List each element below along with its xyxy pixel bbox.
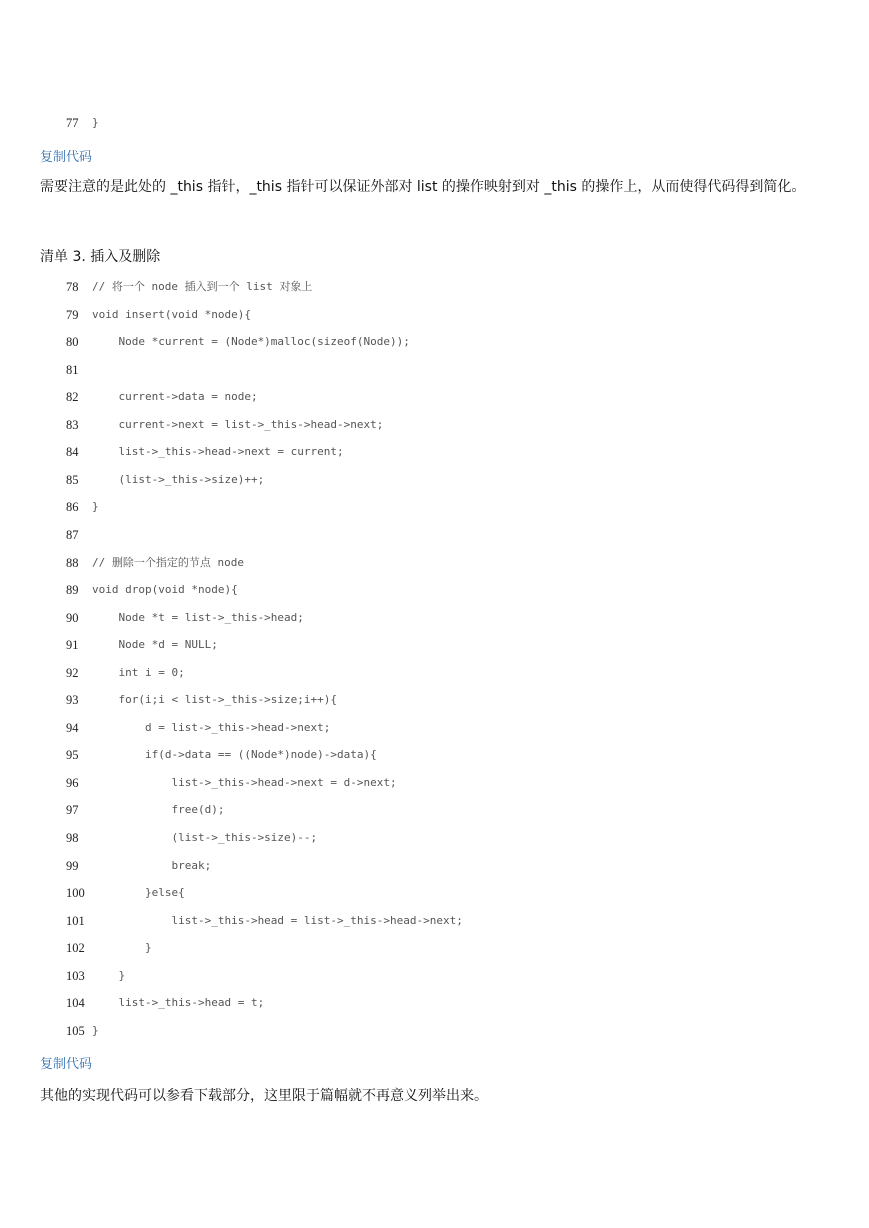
code-text: list->_this->head->next = d->next;	[92, 775, 397, 789]
code-text: Node *current = (Node*)malloc(sizeof(Node));	[92, 335, 410, 349]
code-text: Node *t = list->_this->head;	[92, 610, 304, 624]
code-text: (list->_this->size)--;	[92, 831, 318, 844]
code-text: // 删除一个指定的节点 node	[92, 555, 244, 569]
line-number: 96	[66, 775, 79, 790]
line-number: 97	[66, 803, 79, 818]
code-text: free(d);	[92, 803, 225, 817]
line-number: 86	[66, 500, 79, 515]
line-number: 99	[66, 858, 79, 873]
line-number: 90	[66, 610, 79, 625]
code-text: (list->_this->size)++;	[92, 472, 265, 486]
copy-code-link-1[interactable]: 复制代码	[40, 150, 93, 165]
code-text: void drop(void *node){	[92, 583, 238, 597]
line-number: 91	[66, 638, 79, 653]
code-text: current->data = node;	[92, 390, 258, 404]
line-number: 80	[66, 335, 79, 350]
code-text: d = list->_this->head->next;	[92, 720, 331, 734]
paragraph-other-code: 其他的实现代码可以参看下载部分，这里限于篇幅就不再意义列举出来。	[40, 1088, 488, 1104]
code-text: list->_this->head = t;	[92, 996, 265, 1010]
line-number: 85	[66, 472, 79, 487]
code-text: }	[92, 941, 152, 955]
code-text: }	[92, 500, 99, 514]
code-text: void insert(void *node){	[92, 307, 251, 321]
code-text: if(d->data == ((Node*)node)->data){	[92, 748, 377, 762]
line-number: 77	[66, 116, 79, 130]
listing-title: 清单 3. 插入及删除	[40, 249, 161, 265]
line-number: 102	[66, 941, 85, 956]
line-number: 92	[66, 665, 79, 680]
copy-code-link-2[interactable]: 复制代码	[40, 1057, 93, 1072]
line-number: 94	[66, 720, 79, 735]
line-number: 103	[66, 968, 85, 983]
code-text: int i = 0;	[92, 665, 185, 679]
line-number: 89	[66, 583, 79, 598]
line-number: 82	[66, 390, 79, 405]
line-number: 100	[66, 886, 85, 901]
line-number: 93	[66, 693, 79, 708]
line-number: 84	[66, 445, 79, 460]
line-number: 81	[66, 362, 79, 377]
code-text: list->_this->head->next = current;	[92, 445, 344, 459]
code-text: }else{	[92, 886, 185, 900]
line-number: 87	[66, 527, 79, 542]
code-text: }	[92, 116, 99, 129]
line-number: 83	[66, 417, 79, 432]
code-text: Node *d = NULL;	[92, 638, 218, 652]
code-text: // 将一个 node 插入到一个 list 对象上	[92, 280, 313, 293]
line-number: 101	[66, 913, 85, 928]
line-number: 95	[66, 748, 79, 763]
line-number: 78	[66, 280, 79, 294]
line-number: 104	[66, 996, 85, 1011]
paragraph-this-pointer: 需要注意的是此处的 _this 指针，_this 指针可以保证外部对 list 的操作映射到对 _this 的操作上，从而使得代码得到简化。	[40, 179, 806, 195]
code-text: }	[92, 968, 126, 982]
line-number: 88	[66, 555, 79, 570]
line-number: 105	[66, 1023, 85, 1038]
code-text: }	[92, 1023, 99, 1037]
code-text: current->next = list->_this->head->next;	[92, 417, 384, 431]
code-text: break;	[92, 858, 212, 872]
line-number: 98	[66, 831, 79, 845]
code-text: for(i;i < list->_this->size;i++){	[92, 693, 338, 707]
line-number: 79	[66, 307, 79, 322]
code-text: list->_this->head = list->_this->head->next;	[92, 913, 463, 927]
